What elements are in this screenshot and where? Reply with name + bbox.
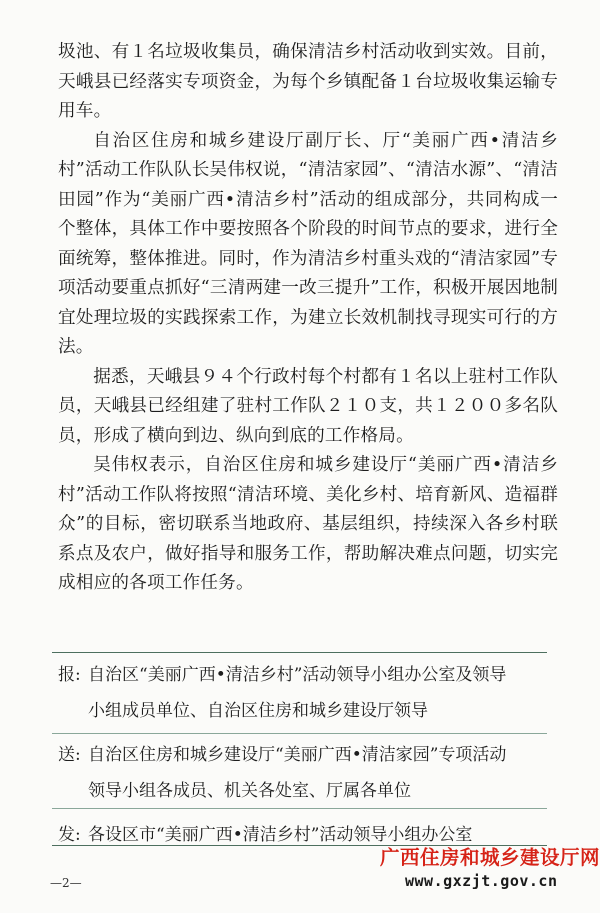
distribution-song [52,740,547,806]
fa-label: 发: [58,825,81,845]
separator-top [52,652,547,653]
paragraph-4: 吴伟权表示，自治区住房和城乡建设厅“美丽广西•清洁乡村”活动工作队将按照“清洁环境、美化乡村、培育新风、造福群众”的目标，密切联系当地政府、基层组织，持续深入各乡村联系点及农户，做好指导和服务工作，帮助解决难点问题，切实完成相应的各项工作任务。 [58,455,558,593]
paragraph-2: 自治区住房和城乡建设厅副厅长、厅“美丽广西•清洁乡村”活动工作队队长吴伟权说，“清洁家园”、“清洁水源”、“清洁田园”作为“美丽广西•清洁乡村”活动的组成部分，共同构成一个整体，具体工作中要按照各个阶段的时间节点的要求，进行全面统筹，整体推进。同时，作为清洁乡村重头戏的“清洁家园”专项活动要重点抓好“三清两建一改三提升”工作，积极开展因地制宜处理垃圾的实践探索工作，为建立长效机制找寻现实可行的方法。 [58,130,559,357]
separator-mid-1 [52,733,547,734]
song-label: 送: [58,745,81,765]
bao-line-2: 小组成员单位、自治区住房和城乡建设厅领导 [88,701,428,721]
song-line-2: 领导小组各成员、机关各处室、厅属各单位 [88,781,411,801]
article-body [58,38,558,599]
fa-line-1: 各设区市“美丽广西•清洁乡村”活动领导小组办公室 [88,825,473,845]
watermark-site-name: 广西住房和城乡建设厅网 [380,846,600,869]
song-line-1: 自治区住房和城乡建设厅“美丽广西•清洁家园”专项活动 [88,745,507,765]
paragraph-3: 据悉，天峨县９４个行政村每个村都有１名以上驻村工作队员，天峨县已经组建了驻村工作队２１０支，共１２００多名队员，形成了横向到边、纵向到底的工作格局。 [58,366,558,446]
paragraph-1: 圾池、有１名垃圾收集员，确保清洁乡村活动收到实效。目前，天峨县已经落实专项资金，为每个乡镇配备１台垃圾收集运输专用车。 [58,42,558,121]
watermark-url: www.gxzjt.gov.cn [405,872,558,890]
distribution-bao [52,660,547,726]
bao-line-1: 自治区“美丽广西•清洁乡村”活动领导小组办公室及领导 [88,665,507,685]
bao-label: 报: [58,665,81,685]
page-number: —2— [50,876,82,890]
distribution-list [52,660,547,850]
separator-mid-2 [52,808,547,809]
